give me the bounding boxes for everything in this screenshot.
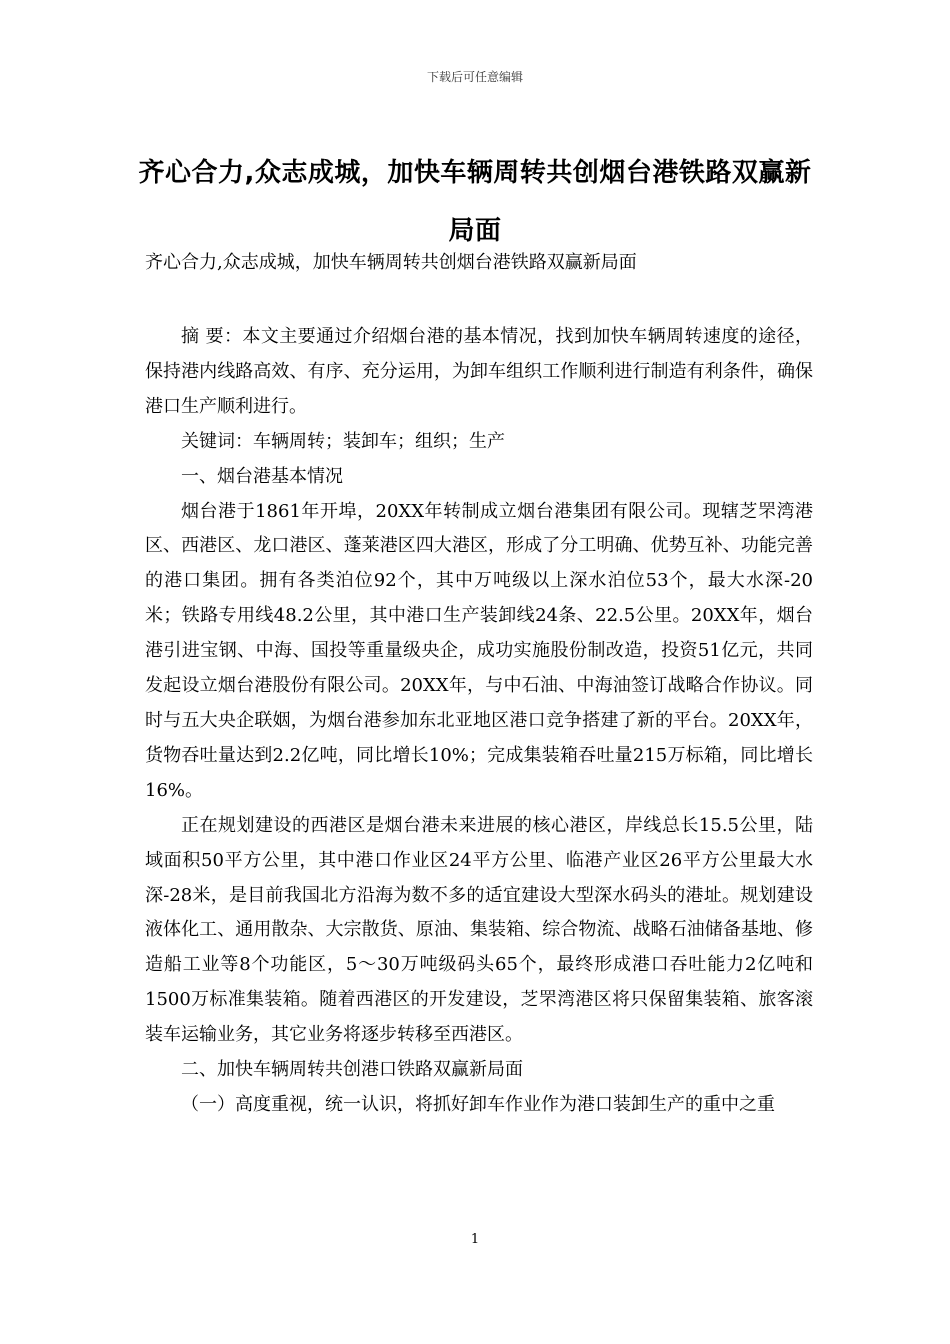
section-heading-1: 一、烟台港基本情况 [181,465,343,487]
document-body [145,320,813,1123]
page-title: 齐心合力,众志成城，加快车辆周转共创烟台港铁路双赢新局面 [138,158,812,246]
keywords-paragraph: 关键词：车辆周转；装卸车；组织；生产 [181,430,505,452]
section-heading-2: 二、加快车辆周转共创港口铁路双赢新局面 [181,1059,523,1081]
page-subtitle: 齐心合力,众志成城，加快车辆周转共创烟台港铁路双赢新局面 [145,252,637,273]
header-note: 下载后可任意编辑 [426,70,523,84]
page-number: 1 [470,1232,480,1247]
subsection-heading: （一）高度重视，统一认识，将抓好卸车作业作为港口装卸生产的重中之重 [181,1093,775,1115]
body-paragraph: 烟台港于1861年开埠，20XX年转制成立烟台港集团有限公司。现辖芝罘湾港区、西港区、龙口港区、蓬莱港区四大港区，形成了分工明确、优势互补、功能完善的港口集团。拥有各类泊位92个，其中万吨级以上深水泊位53个，最大水深-20米；铁路专用线48.2公里，其中港口生产装卸线24条、22.5公里。20XX年，烟台港引进宝钢、中海、国投等重量级央企，成功实施股份制改造，投资51亿元，共同发起设立烟台港股份有限公司。20XX年，与中石油、中海油签订战略合作协议。同时与五大央企联姻，为烟台港参加东北亚地区港口竞争搭建了新的平台。20XX年，货物吞吐量达到2.2亿吨，同比增长10%；完成集装箱吞吐量215万标箱，同比增长16%。 [145,500,813,801]
abstract-paragraph: 摘 要：本文主要通过介绍烟台港的基本情况，找到加快车辆周转速度的途径，保持港内线路高效、有序、充分运用，为卸车组织工作顺利进行制造有利条件，确保港口生产顺利进行。 [145,326,813,417]
body-paragraph: 正在规划建设的西港区是烟台港未来进展的核心港区，岸线总长15.5公里，陆域面积50平方公里，其中港口作业区24平方公里、临港产业区26平方公里最大水深-28米，是目前我国北方沿海为数不多的适宜建设大型深水码头的港址。规划建设液体化工、通用散杂、大宗散货、原油、集装箱、综合物流、战略石油储备基地、修造船工业等8个功能区，5～30万吨级码头65个，最终形成港口吞吐能力2亿吨和1500万标准集装箱。随着西港区的开发建设，芝罘湾港区将只保留集装箱、旅客滚装车运输业务，其它业务将逐步转移至西港区。 [145,814,813,1046]
